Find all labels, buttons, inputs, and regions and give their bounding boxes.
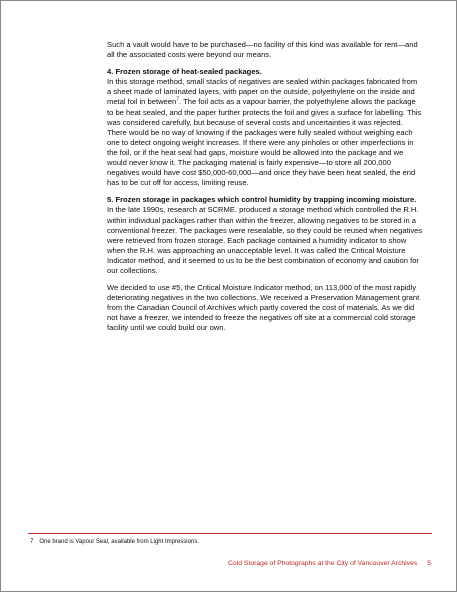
footnote-reference[interactable]: 7 [176,96,180,103]
section-4 [107,67,423,188]
section-text: . The foil acts as a vapour barrier, the polyethylene allows the package to be heat sealed, and the paper further protects the foil and gives a surface for labelling. This was considered carefully, but because of several costs and uncertainties it was rejected. There would be no way of knowing if the packages were fully sealed without weighing each one to detect ongoing weight increases. If there were any pinholes or other imperfections in the foil, or if the heat seal had gaps, moisture would be allowed into the package and we would never know it. The packaging material is fairly expensive—to store all 200,000 negatives would have cost $50,000-60,000—and once they have been heat sealed, the end has to be cut off for access, limiting reuse. [107,97,422,188]
intro-paragraph: Such a vault would have to be purchased—no facility of this kind was available for rent—and all the associated costs were beyond our means. [107,40,418,60]
page-number: 5 [427,560,431,567]
section-5 [107,195,423,276]
section-heading: 4. Frozen storage of heat-sealed packages. [107,67,262,77]
closing-paragraph: We decided to use #5, the Critical Moisture Indicator method, on 113,000 of the most rapidly deteriorating negatives in the two collections. We received a Preservation Management grant from the Canadian Council of Archives which partly covered the cost of materials. As we did not have a freezer, we intended to freeze the negatives off site at a commercial cold storage facility until we could build our own. [107,283,420,333]
footnote-text: One brand is Vapour Seal, available from Light Impressions. [39,539,199,545]
footnote [30,538,199,546]
section-paragraph: In the late 1990s, research at SCRME. produced a storage method which controlled the R.H. within individual packages rather than within the freezer, allowing negatives to be stored in a conventional freezer. The packages were resealable, so they could be reused when negatives were retrieved from frozen storage. Each package contained a humidity indicator to show when the R.H. was approaching an unacceptable level. It was called the Critical Moisture Indicator method, and it seemed to us to be the best combination of economy and caution for our collections. [107,205,423,275]
body-text [107,40,423,341]
section-text: In this storage method, small stacks of negatives are sealed within packages fabricated from a sheet made of laminated layers, with paper on the outside, polyethylene on the inside and metal foil in between [107,77,418,107]
section-paragraph [107,77,423,188]
section-heading: 5. Frozen storage in packages which control humidity by trapping incoming moisture. [107,195,417,205]
footnote-divider [28,533,432,534]
footnote-marker: 7 [30,539,34,545]
footer-title: Cold Storage of Photographs at the City of Vancouver Archives [228,560,418,567]
page-footer [228,559,431,568]
